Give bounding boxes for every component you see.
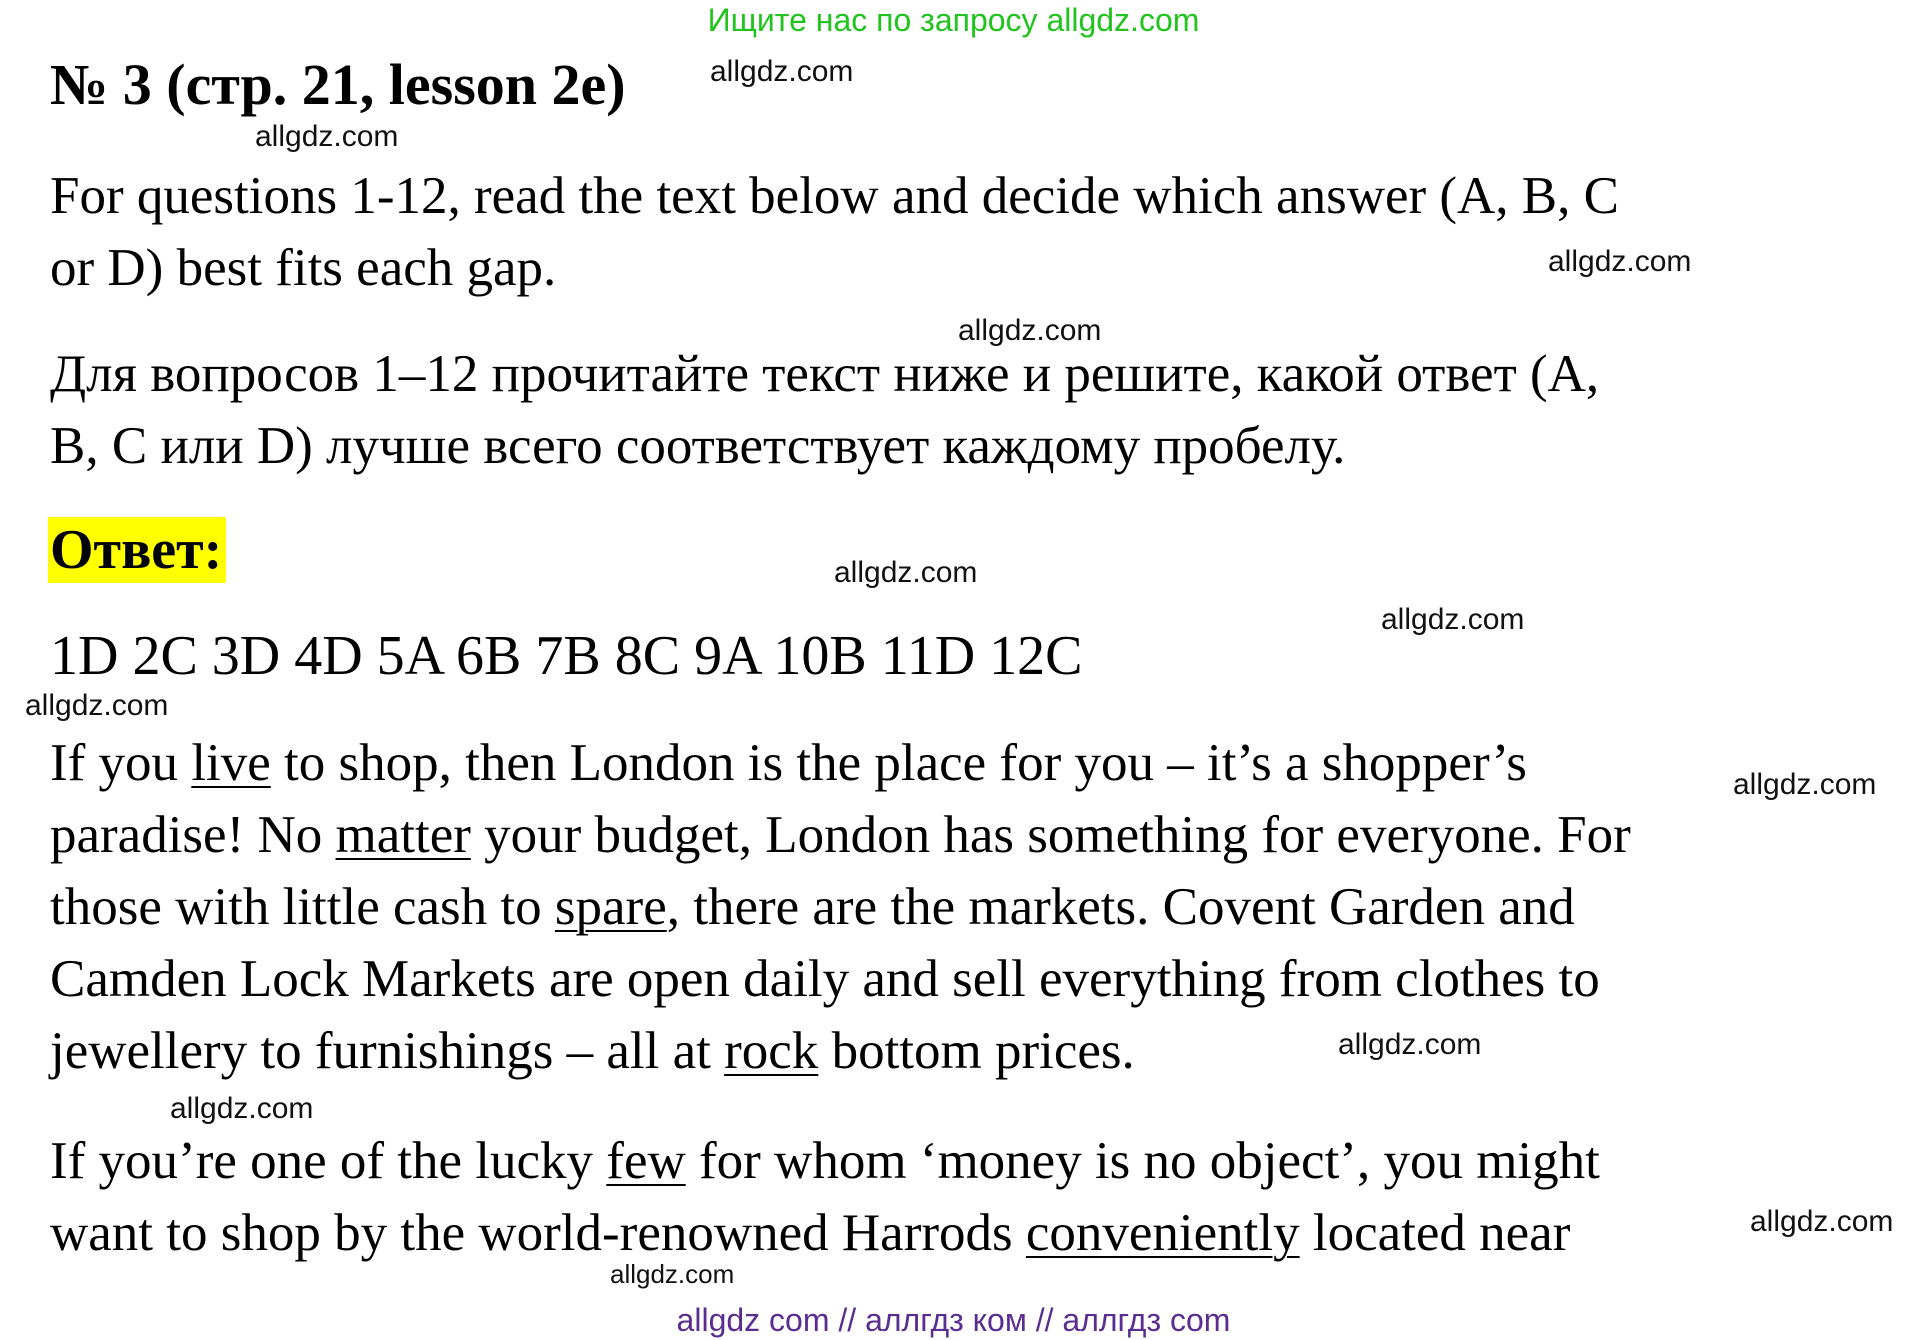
watermark: allgdz.com: [1733, 768, 1877, 801]
exercise-heading: № 3 (стр. 21, lesson 2e): [50, 52, 626, 117]
watermark: allgdz.com: [710, 55, 854, 88]
watermark: allgdz.com: [255, 120, 399, 153]
gap-word: conveniently: [1025, 1204, 1300, 1262]
text-line: jewellery to furnishings – all at rock bottom prices.: [50, 1022, 1135, 1080]
text-line: Camden Lock Markets are open daily and sell everything from clothes to: [50, 950, 1600, 1008]
footer-banner: allgdz com // аллгдз ком // аллгдз com: [676, 1302, 1231, 1338]
gap-word: matter: [335, 806, 471, 864]
task-ru-line-1: Для вопросов 1–12 прочитайте текст ниже и решите, какой ответ (A,: [50, 345, 1600, 403]
watermark: allgdz.com: [1750, 1205, 1894, 1238]
watermark: allgdz.com: [170, 1092, 314, 1125]
reading-text-paragraph-1: [50, 727, 1840, 1087]
gap-word: spare: [554, 878, 667, 936]
gap-word: few: [606, 1132, 686, 1190]
answer-key: 1D 2C 3D 4D 5A 6B 7B 8C 9A 10B 11D 12C: [50, 625, 1083, 687]
watermark: allgdz.com: [958, 314, 1102, 347]
task-ru-line-2: B, C или D) лучше всего соответствует каждому пробелу.: [50, 417, 1346, 475]
watermark: allgdz.com: [25, 689, 169, 722]
watermark: allgdz.com: [610, 1259, 735, 1289]
text-line: want to shop by the world-renowned Harrods conveniently located near: [50, 1204, 1571, 1262]
task-instruction-ru: [50, 338, 1840, 482]
top-banner: Ищите нас по запросу allgdz.com: [707, 2, 1200, 38]
text-line: paradise! No matter your budget, London has something for everyone. For: [50, 806, 1631, 864]
gap-word: live: [191, 734, 271, 792]
watermark: allgdz.com: [1548, 245, 1692, 278]
text-line: If you’re one of the lucky few for whom ‘money is no object’, you might: [50, 1132, 1600, 1190]
reading-text-paragraph-2: [50, 1125, 1840, 1269]
task-en-line-1: For questions 1-12, read the text below and decide which answer (A, B, C: [50, 167, 1620, 225]
text-line: If you live to shop, then London is the place for you – it’s a shopper’s: [50, 734, 1527, 792]
gap-word: rock: [724, 1022, 819, 1080]
watermark: allgdz.com: [834, 556, 978, 589]
watermark: allgdz.com: [1381, 603, 1525, 636]
task-instruction-en: [50, 160, 1840, 304]
answer-label: Ответ:: [48, 517, 226, 583]
task-en-line-2: or D) best fits each gap.: [50, 239, 557, 297]
watermark: allgdz.com: [1338, 1028, 1482, 1061]
text-line: those with little cash to spare, there are the markets. Covent Garden and: [50, 878, 1575, 936]
